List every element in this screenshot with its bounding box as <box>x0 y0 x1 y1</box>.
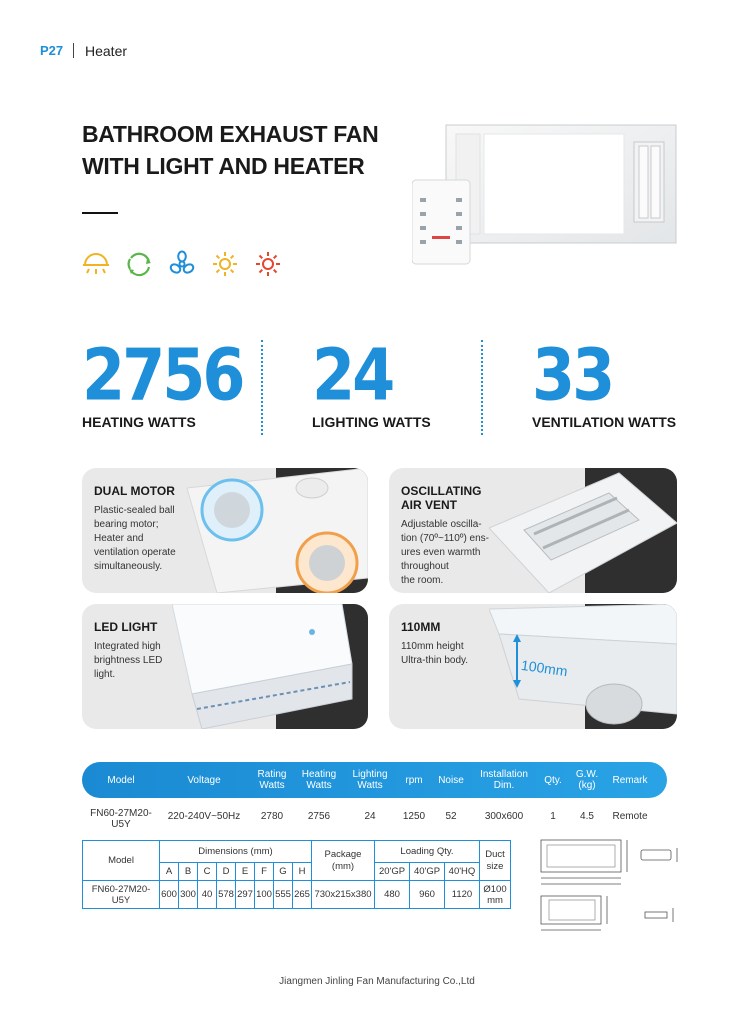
loading-col: 20'GP <box>375 863 410 881</box>
col-heating-watts: Heating Watts <box>301 769 337 791</box>
package-header-line: Package <box>324 848 362 860</box>
product-title <box>82 118 422 182</box>
duct-value <box>480 881 511 909</box>
dim-value: 555 <box>274 881 293 909</box>
spec-table-header <box>82 762 667 798</box>
dim-value: 40 <box>198 881 217 909</box>
card-line: ventilation operate <box>94 547 176 558</box>
cell-installation-dim: 300x600 <box>484 811 524 822</box>
duct-line: Ø100 <box>483 883 507 895</box>
model-line: FN60-27M20- <box>91 883 151 895</box>
cell-heating-watts: 2756 <box>307 811 331 822</box>
feature-card-110mm <box>389 604 677 729</box>
recycle-icon <box>123 250 155 278</box>
loading-value: 960 <box>410 881 445 909</box>
dim-letter: A <box>160 863 179 881</box>
card-title-line: OSCILLATING <box>401 484 482 498</box>
card-title: 110MM <box>401 620 441 634</box>
lighting-watts-label: LIGHTING WATTS <box>312 414 431 430</box>
cell-rpm: 1250 <box>402 811 426 822</box>
duct-header-line: Duct <box>485 848 505 860</box>
card-line: Ultra-thin body. <box>401 655 469 666</box>
dims-duct-header <box>480 841 511 881</box>
col-noise: Noise <box>438 775 464 786</box>
duct-header-line: size <box>486 860 504 872</box>
card-line: Heater and <box>94 533 144 544</box>
dim-value: 300 <box>179 881 198 909</box>
fan-icon <box>166 250 198 278</box>
card-title-line: AIR VENT <box>401 498 458 512</box>
loading-value: 480 <box>375 881 410 909</box>
col-model: Model <box>107 775 135 786</box>
heater-sun-icon <box>252 250 284 278</box>
cell-qty: 1 <box>550 811 556 822</box>
card-line: the room. <box>401 575 444 586</box>
footer-company: Jiangmen Jinling Fan Manufacturing Co.,Ltd <box>279 976 475 987</box>
cell-model <box>82 808 160 830</box>
ultra-thin-body-image <box>489 604 677 729</box>
title-line-1: BATHROOM EXHAUST FAN <box>82 121 379 147</box>
spec-table-row <box>82 808 667 832</box>
feature-card-oscillating-vent <box>389 468 677 593</box>
dim-letter: B <box>179 863 198 881</box>
dimension-label: 100mm <box>520 656 569 680</box>
card-line: brightness LED <box>94 655 163 666</box>
dims-package-header <box>312 841 375 881</box>
stat-divider <box>481 340 483 435</box>
title-underline <box>82 212 118 214</box>
dim-letter: E <box>236 863 255 881</box>
card-line: tion (70º~110º) ens- <box>401 533 490 544</box>
cell-lighting-watts: 24 <box>364 811 376 822</box>
dual-motor-image <box>177 468 368 593</box>
card-line: 110mm height <box>401 641 464 652</box>
card-line: simultaneously. <box>94 561 163 572</box>
col-rpm: rpm <box>405 775 423 786</box>
dim-value: 578 <box>217 881 236 909</box>
heating-watts-label: HEATING WATTS <box>82 414 196 430</box>
col-remark: Remark <box>612 775 648 786</box>
feature-card-led-light <box>82 604 368 729</box>
duct-line: mm <box>487 894 503 906</box>
model-line: U5Y <box>111 819 131 830</box>
technical-drawing <box>535 836 685 936</box>
air-vent-image <box>489 468 677 593</box>
card-title: DUAL MOTOR <box>94 484 175 498</box>
package-header-line: (mm) <box>331 860 355 872</box>
cell-rating-watts: 2780 <box>260 811 284 822</box>
light-heat-icon <box>80 250 112 278</box>
led-panel-image <box>172 604 368 729</box>
stat-divider <box>261 340 263 435</box>
card-line: Integrated high <box>94 641 161 652</box>
page-number: P27 <box>40 43 64 58</box>
section-title: Heater <box>85 43 128 59</box>
model-line: FN60-27M20- <box>90 808 152 819</box>
card-line: Adjustable oscilla- <box>401 519 482 530</box>
dim-letter: H <box>293 863 312 881</box>
dims-loading-header: Loading Qty. <box>375 841 480 863</box>
card-title <box>401 484 481 512</box>
card-line: bearing motor; <box>94 519 159 530</box>
title-line-2: WITH LIGHT AND HEATER <box>82 153 365 179</box>
cell-noise: 52 <box>445 811 457 822</box>
dimensions-table <box>82 840 511 909</box>
dims-model-header: Model <box>83 841 160 881</box>
feature-card-dual-motor <box>82 468 368 593</box>
card-line: light. <box>94 669 116 680</box>
dim-value: 297 <box>236 881 255 909</box>
card-title: LED LIGHT <box>94 620 158 634</box>
model-line: U5Y <box>111 894 131 906</box>
dim-value: 100 <box>255 881 274 909</box>
ventilation-watts-value: 33 <box>532 333 613 417</box>
card-line: Plastic-sealed ball <box>94 505 175 516</box>
product-image <box>412 120 682 270</box>
col-installation-dim: Installation Dim. <box>480 769 528 791</box>
sun-icon <box>209 250 241 278</box>
dim-letter: G <box>274 863 293 881</box>
dim-letter: F <box>255 863 274 881</box>
loading-col: 40'GP <box>410 863 445 881</box>
ventilation-watts-label: VENTILATION WATTS <box>532 414 677 430</box>
loading-col: 40'HQ <box>445 863 480 881</box>
loading-value: 1120 <box>445 881 480 909</box>
heating-watts-value: 2756 <box>82 333 243 417</box>
col-qty: Qty. <box>544 775 562 786</box>
header-divider <box>73 43 74 58</box>
feature-icons <box>80 250 284 278</box>
lighting-watts-value: 24 <box>312 333 393 417</box>
dims-model-cell <box>83 881 160 909</box>
col-rating-watts: Rating Watts <box>257 769 287 791</box>
col-voltage: Voltage <box>187 775 221 786</box>
package-value: 730x215x380 <box>312 881 375 909</box>
card-line: ures even warmth <box>401 547 481 558</box>
dim-letter: D <box>217 863 236 881</box>
cell-gw: 4.5 <box>580 811 594 822</box>
cell-remark: Remote <box>612 811 648 822</box>
cell-voltage: 220-240V~50Hz <box>167 811 241 822</box>
dim-value: 600 <box>160 881 179 909</box>
card-line: throughout <box>401 561 449 572</box>
dim-letter: C <box>198 863 217 881</box>
dims-dimensions-header: Dimensions (mm) <box>160 841 312 863</box>
dim-value: 265 <box>293 881 312 909</box>
col-gw: G.W. (kg) <box>575 769 599 791</box>
col-lighting-watts: Lighting Watts <box>352 769 388 791</box>
